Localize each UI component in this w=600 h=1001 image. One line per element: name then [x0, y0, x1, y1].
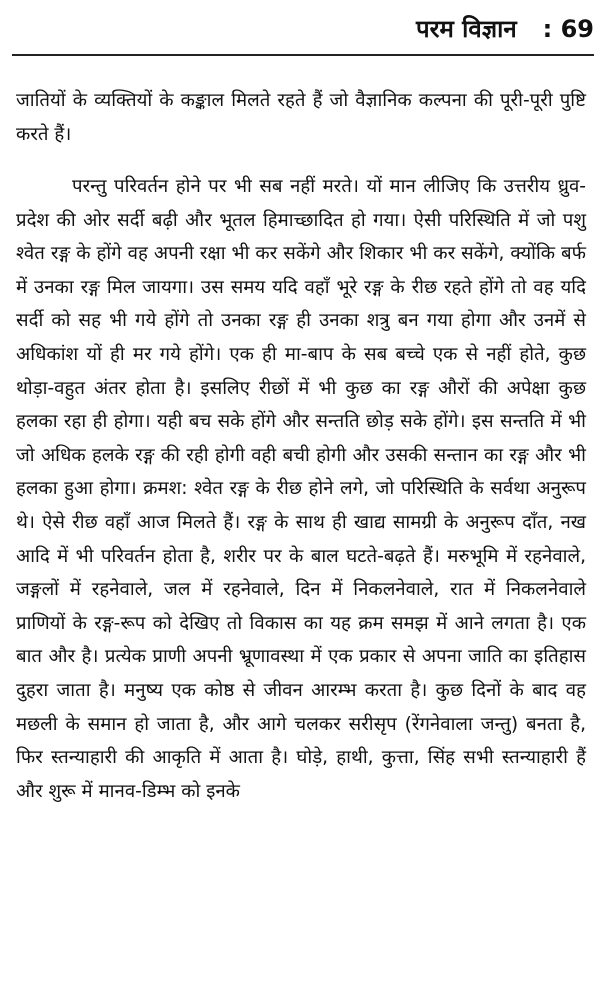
book-title: परम विज्ञान — [416, 15, 517, 43]
paragraph-2: परन्तु परिवर्तन होने पर भी सब नहीं मरते। यों मान लीजिए कि उत्तरीय ध्रुव-प्रदेश की ओर सर्दी बढ़ी और भूतल हिमाच्छादित हो गया। ऐसी परिस्थिति में जो पशु श्वेत रङ्ग के होंगे वह अपनी रक्षा भी कर सकेंगे और शिकार भी कर सकेंगे, क्योंकि बर्फ में उनका रङ्ग मिल जायगा। उस समय यदि वहाँ भूरे रङ्ग के रीछ रहते होंगे तो वह यदि सर्दी को सह भी गये होंगे तो उनका रङ्ग ही उनका शत्रु बन गया होगा और उनमें से अधिकांश यों ही मर गये होंगे। एक ही मा-बाप के सब बच्चे एक से नहीं होते, कुछ थोड़ा-वहुत अंतर होता है। इसलिए रीछों में भी कुछ का रङ्ग औरों की अपेक्षा कुछ हलका रहा ही होगा। यही बच सके होंगे और सन्तति छोड़ सके होंगे। इस सन्तति में भी जो अधिक हलके रङ्ग की रही होगी वही बची होगी और उसकी सन्तान का रङ्ग और भी हलका हुआ होगा। क्रमश: श्वेत रङ्ग के रीछ होने लगे, जो परिस्थिति के सर्वथा अनुरूप थे। ऐसे रीछ वहाँ आज मिलते हैं। रङ्ग के साथ ही खाद्य सामग्री के अनुरूप दाँत, नख आदि में भी परिवर्तन होता है, शरीर पर के बाल घटते-बढ़ते हैं। मरुभूमि में रहनेवाले, जङ्गलों में रहनेवाले, जल में रहनेवाले, दिन में निकलनेवाले, रात में निकलनेवाले प्राणियों के रङ्ग-रूप को देखिए तो विकास का यह क्रम समझ में आने लगता है। एक बात और है। प्रत्येक प्राणी अपनी भ्रूणावस्था में एक प्रकार से अपना जाति का इतिहास दुहरा जाता है। मनुष्य एक कोष्ठ से जीवन आरम्भ करता है। कुछ दिनों के बाद वह मछली के समान हो जाता है, और आगे चलकर सरीसृप (रेंगनेवाला जन्तु) बनता है, फिर स्तन्याहारी की आकृति में आता है। घोड़े, हाथी, कुत्ता, सिंह सभी स्तन्याहारी हैं और शुरू में मानव-डिम्भ को इनके — [16, 176, 587, 802]
page-number: : 69 — [542, 15, 594, 43]
paragraph-1: जातियों के व्यक्तियों के कङ्काल मिलते रहते हैं जो वैज्ञानिक कल्पना की पूरी-पूरी पुष्टि करते हैं। — [16, 90, 586, 145]
running-header — [416, 12, 594, 46]
header-divider — [12, 54, 594, 56]
